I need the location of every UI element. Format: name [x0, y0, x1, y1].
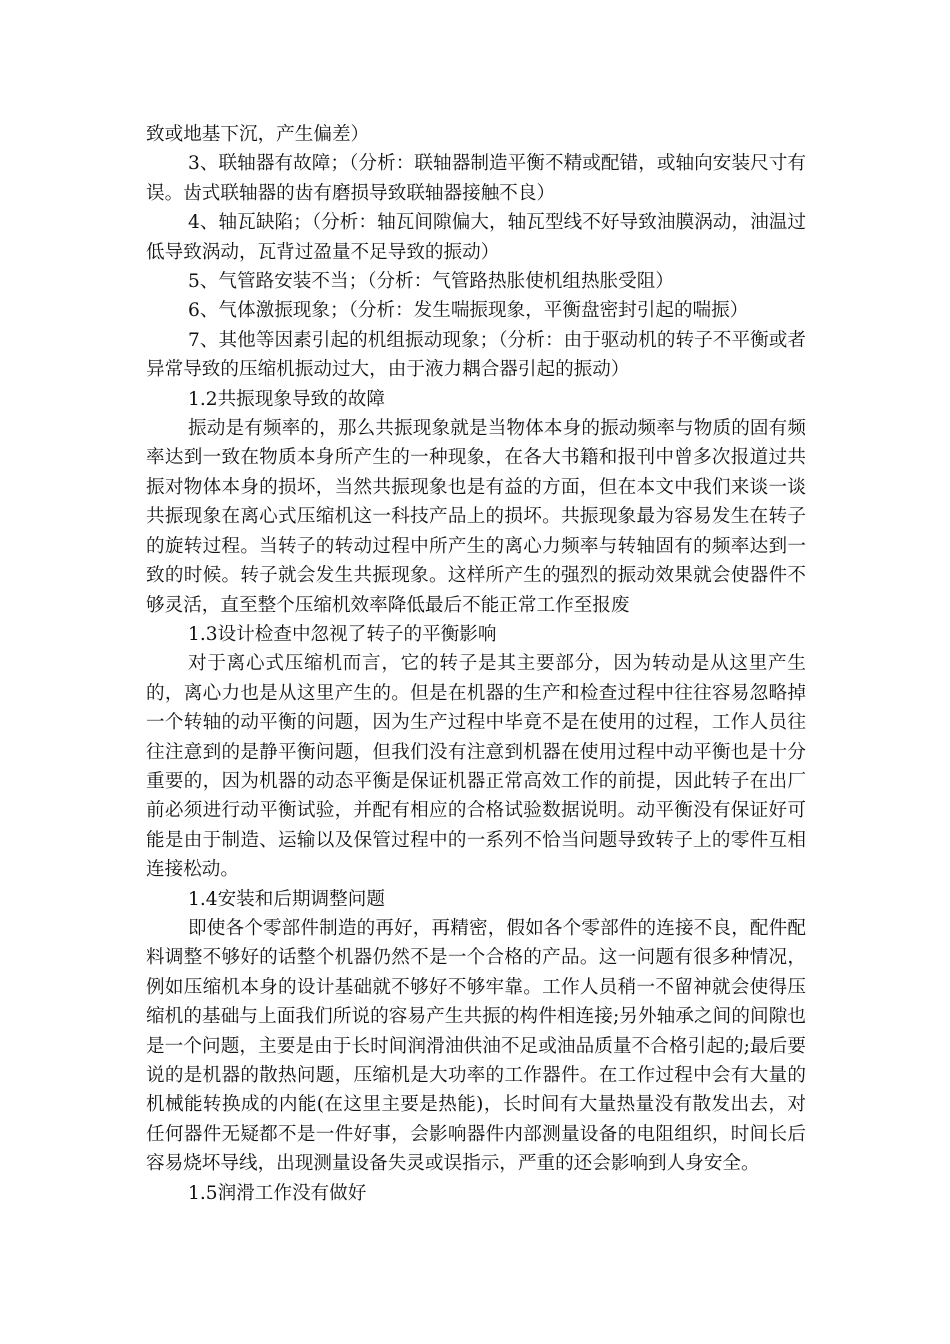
list-item-other-factors: 7、其他等因素引起的机组振动现象；（分析：由于驱动机的转子不平衡或者异常导致的压缩机振动过大，由于液力耦合器引起的振动） — [146, 329, 806, 381]
section-heading-1-5: 1.5润滑工作没有做好 — [188, 1182, 367, 1204]
section-heading-1-3: 1.3设计检查中忽视了转子的平衡影响 — [188, 623, 497, 645]
section-heading-1-4: 1.4安装和后期调整问题 — [188, 888, 385, 910]
paragraph-installation: 即使各个零部件制造的再好，再精密，假如各个零部件的连接不良，配件配料调整不够好的话整个机器仍然不是一个合格的产品。这一问题有很多种情况，例如压缩机本身的设计基础就不够好不够牢靠。工作人员稍一不留神就会使得压缩机的基础与上面我们所说的容易产生共振的构件相连接;另外轴承之间的间隙也是一个问题，主要是由于长时间润滑油供油不足或油品质量不合格引起的;最后要说的是机器的散热问题，压缩机是大功率的工作器件。在工作过程中会有大量的机械能转换成的内能(在这里主要是热能)，长时间有大量热量没有散发出去，对任何器件无疑都不是一件好事，会影响器件内部测量设备的电阻组织，时间长后容易烧坏导线，出现测量设备失灵或误指示，严重的还会影响到人身安全。 — [146, 917, 806, 1175]
list-item-gas-pipe-install: 5、气管路安装不当；（分析：气管路热胀使机组热胀受阻） — [188, 271, 674, 293]
section-heading-1-2: 1.2共振现象导致的故障 — [188, 388, 385, 410]
list-item-gas-excitation: 6、气体激振现象；（分析：发生喘振现象，平衡盘密封引起的喘振） — [188, 300, 749, 322]
list-item-coupling-fault: 3、联轴器有故障；（分析：联轴器制造平衡不精或配错，或轴向安装尺寸有误。齿式联轴器的齿有磨损导致联轴器接触不良） — [146, 153, 806, 204]
paragraph-rotor-balance: 对于离心式压缩机而言，它的转子是其主要部分，因为转动是从这里产生的，离心力也是从这里产生的。但是在机器的生产和检查过程中往往容易忽略掉一个转轴的动平衡的问题，因为生产过程中毕竟不是在使用的过程，工作人员往往注意到的是静平衡问题，但我们没有注意到机器在使用过程中动平衡也是十分重要的，因为机器的动态平衡是保证机器正常高效工作的前提，因此转子在出厂前必须进行动平衡试验，并配有相应的合格试验数据说明。动平衡没有保证好可能是由于制造、运输以及保管过程中的一系列不恰当问题导致转子上的零件互相连接松动。 — [146, 653, 806, 881]
paragraph-continuation: 致或地基下沉，产生偏差） — [146, 124, 370, 145]
paragraph-resonance: 振动是有频率的，那么共振现象就是当物体本身的振动频率与物质的固有频率达到一致在物质本身所产生的一种现象，在各大书籍和报刊中曾多次报道过共振对物体本身的损坏，当然共振现象也是有益的方面，但在本文中我们来谈一谈共振现象在离心式压缩机这一科技产品上的损坏。共振现象最为容易发生在转子的旋转过程。当转子的转动过程中所产生的离心力频率与转轴固有的频率达到一致的时候。转子就会发生共振现象。这样所产生的强烈的振动效果就会使器件不够灵活，直至整个压缩机效率降低最后不能正常工作至报废 — [146, 418, 806, 616]
document-page — [146, 120, 806, 1208]
list-item-bearing-defect: 4、轴瓦缺陷；（分析：轴瓦间隙偏大，轴瓦型线不好导致油膜涡动，油温过低导致涡动，瓦背过盈量不足导致的振动） — [146, 212, 806, 263]
